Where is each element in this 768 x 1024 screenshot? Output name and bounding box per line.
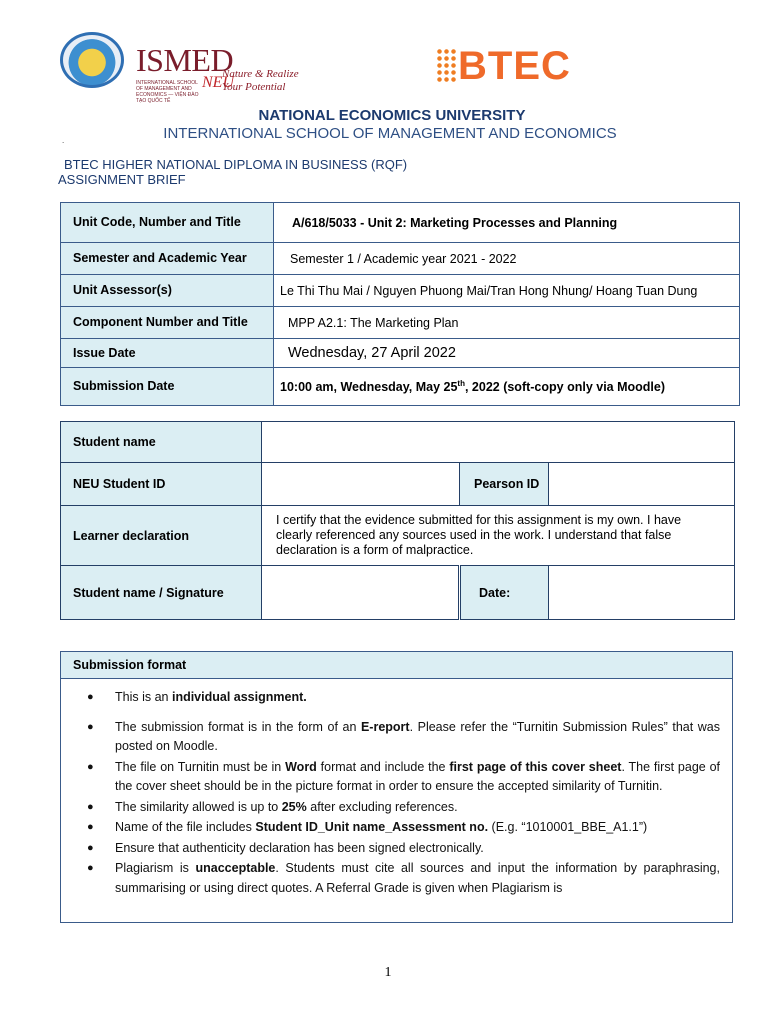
student-info-table <box>60 421 735 620</box>
page-number: 1 <box>384 965 392 980</box>
semester-value: Semester 1 / Academic year 2021 - 2022 <box>274 243 740 275</box>
component-label: Component Number and Title <box>61 307 274 339</box>
learner-declaration-text: I certify that the evidence submitted for this assignment is my own. I have clearly referenced any sources used in the work. I understand that false declaration is a form of malpractice. <box>262 506 735 566</box>
assessor-label: Unit Assessor(s) <box>61 275 274 307</box>
issue-date-value: Wednesday, 27 April 2022 <box>274 339 740 368</box>
neu-student-id-input[interactable] <box>262 463 460 506</box>
student-name-input[interactable] <box>262 422 735 463</box>
table-row <box>61 422 735 463</box>
school-title: INTERNATIONAL SCHOOL OF MANAGEMENT AND ECONOMICS <box>163 125 617 142</box>
table-row <box>61 275 740 307</box>
submission-format-list <box>87 688 720 898</box>
assessor-value: Le Thi Thu Mai / Nguyen Phuong Mai/Tran Hong Nhung/ Hoang Tuan Dung <box>274 275 740 307</box>
list-item: ● The similarity allowed is up to 25% after excluding references. <box>87 798 720 818</box>
list-item: ● The file on Turnitin must be in Word format and include the first page of this cover sheet. The first page of the cover sheet should be in the picture format in order to ensure the accepted similarity of Turnitin. <box>87 758 720 797</box>
learner-declaration-label: Learner declaration <box>61 506 262 566</box>
ismed-logo-text: ISMED <box>136 42 234 78</box>
pearson-id-label: Pearson ID <box>460 463 549 506</box>
list-item: ● Name of the file includes Student ID_Unit name_Assessment no. (E.g. “1010001_BBE_A1.1”) <box>87 818 720 838</box>
student-name-label: Student name <box>61 422 262 463</box>
issue-date-label: Issue Date <box>61 339 274 368</box>
stray-dot: . <box>62 136 65 145</box>
table-row <box>61 307 740 339</box>
neu-seal-logo <box>60 32 124 88</box>
ismed-logo-subtext: INTERNATIONAL SCHOOL OF MANAGEMENT AND ECONOMICS — VIỆN ĐÀO TẠO QUỐC TẾ <box>136 80 199 104</box>
pearson-id-input[interactable] <box>549 463 735 506</box>
list-item: ● This is an individual assignment. <box>87 688 720 708</box>
list-item: ● Ensure that authenticity declaration has been signed electronically. <box>87 839 720 859</box>
submission-format-title: Submission format <box>61 652 732 679</box>
date-input[interactable] <box>549 566 735 620</box>
submission-date-label: Submission Date <box>61 368 274 406</box>
neu-logo-text: NEU <box>202 74 234 91</box>
diploma-title: BTEC HIGHER NATIONAL DIPLOMA IN BUSINESS (RQF) <box>64 157 408 172</box>
ismed-slogan: Nature & Realize Your Potential <box>222 68 299 93</box>
submission-date-value: 10:00 am, Wednesday, May 25th, 2022 (soft-copy only via Moodle) <box>274 368 740 406</box>
ismed-logo <box>136 40 346 104</box>
list-item: ● Plagiarism is unacceptable. Students must cite all sources and input the information by paraphrasing, summarising or using direct quotes. A Referral Grade is given when Plagiarism is <box>87 859 720 898</box>
unit-info-table <box>60 202 740 406</box>
table-row <box>61 566 735 620</box>
table-row <box>61 506 735 566</box>
signature-label: Student name / Signature <box>61 566 262 620</box>
assignment-brief-title: ASSIGNMENT BRIEF <box>58 172 186 187</box>
signature-input[interactable] <box>262 566 460 620</box>
date-label: Date: <box>460 566 549 620</box>
submission-format-box <box>60 651 733 923</box>
table-row <box>61 243 740 275</box>
list-item: ● The submission format is in the form of an E-report. Please refer the “Turnitin Submission Rules” that was posted on Moodle. <box>87 718 720 757</box>
unit-code-value: A/618/5033 - Unit 2: Marketing Processes and Planning <box>274 203 740 243</box>
table-row <box>61 339 740 368</box>
btec-logo-text: BTEC <box>458 44 571 88</box>
table-row <box>61 203 740 243</box>
university-title: NATIONAL ECONOMICS UNIVERSITY <box>258 107 526 124</box>
table-row <box>61 368 740 406</box>
semester-label: Semester and Academic Year <box>61 243 274 275</box>
component-value: MPP A2.1: The Marketing Plan <box>274 307 740 339</box>
btec-dots-icon <box>436 48 458 82</box>
neu-student-id-label: NEU Student ID <box>61 463 262 506</box>
table-row <box>61 463 735 506</box>
unit-code-label: Unit Code, Number and Title <box>61 203 274 243</box>
